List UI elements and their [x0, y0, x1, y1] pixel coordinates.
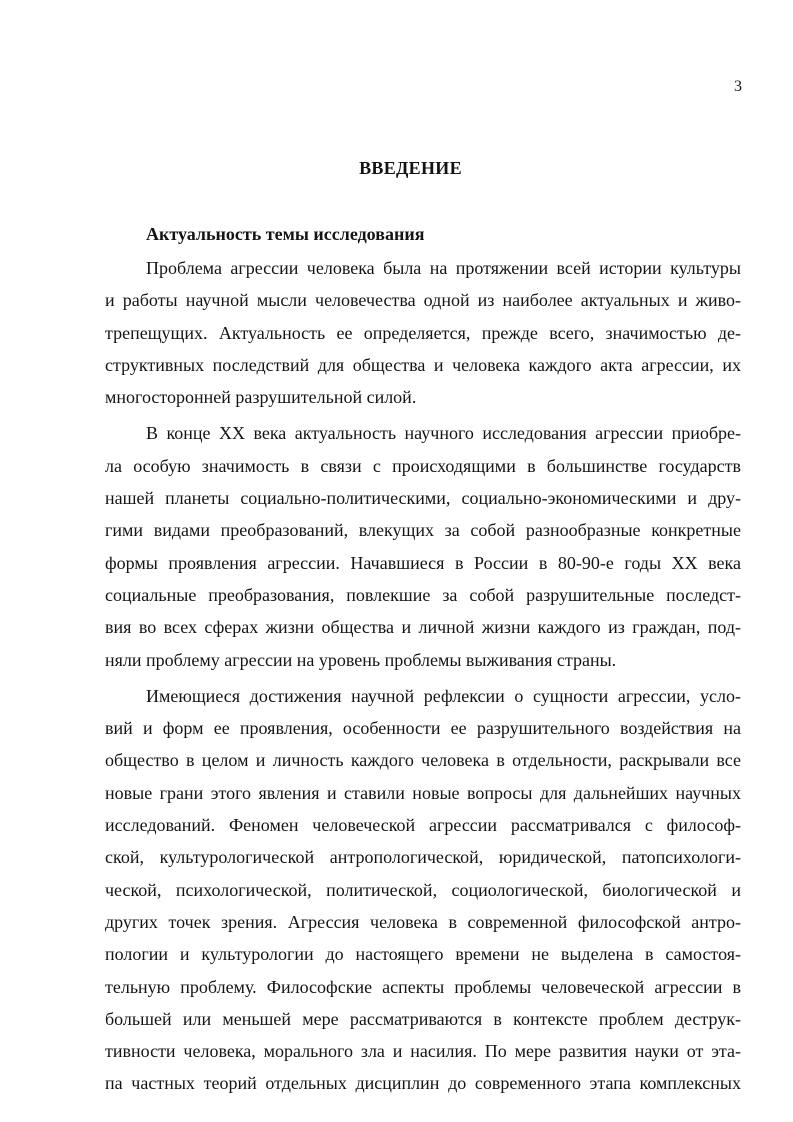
text-line: ской, культурологической антропологической, юридической, патопсихологи-	[105, 847, 741, 868]
body-text	[105, 252, 741, 1100]
text-line: гими видами преобразований, влекущих за собой разнообразные конкретные	[105, 520, 741, 541]
text-line: Имеющиеся достижения научной рефлексии о сущности агрессии, усло-	[146, 685, 741, 706]
text-line: новые грани этого явления и ставили новые вопросы для дальнейших научных	[105, 782, 741, 803]
page-title: ВВЕДЕНИЕ	[359, 158, 462, 178]
text-line: других точек зрения. Агрессия человека в современной философской антро-	[105, 911, 741, 932]
text-line: исследований. Феномен человеческой агрессии рассматривался с философ-	[105, 815, 741, 836]
text-line: нашей планеты социально-политическими, социально-экономическими и дру-	[105, 488, 741, 509]
text-line: В конце XX века актуальность научного исследования агрессии приобре-	[146, 423, 741, 444]
text-line: формы проявления агрессии. Начавшиеся в России в 80-90-е годы XX века	[105, 552, 741, 573]
text-line: няли проблему агрессии на уровень проблемы выживания страны.	[105, 649, 617, 670]
text-line: многосторонней разрушительной силой.	[105, 387, 417, 408]
paragraph	[105, 252, 741, 413]
text-line: большей или меньшей мере рассматриваются в контексте проблем деструк-	[105, 1008, 741, 1029]
text-line: и работы научной мысли человечества одной из наиболее актуальных и живо-	[105, 290, 741, 311]
section-heading: Актуальность темы исследования	[146, 224, 425, 244]
text-line: па частных теорий отдельных дисциплин до современного этапа комплексных	[105, 1073, 741, 1094]
text-line: тивности человека, морального зла и насилия. По мере развития науки от эта-	[105, 1041, 741, 1062]
paragraph	[105, 417, 741, 675]
text-line: ла особую значимость в связи с происходящими в большинстве государств	[105, 455, 741, 476]
paragraph	[105, 680, 741, 1100]
text-line: структивных последствий для общества и человека каждого акта агрессии, их	[105, 354, 741, 375]
text-line: ческой, психологической, политической, социологической, биологической и	[105, 879, 741, 900]
text-line: вий и форм ее проявления, особенности ее разрушительного воздействия на	[105, 718, 741, 739]
text-line: тельную проблему. Философские аспекты проблемы человеческой агрессии в	[105, 976, 741, 997]
text-line: Проблема агрессии человека была на протяжении всей истории культуры	[146, 258, 741, 278]
text-line: социальные преобразования, повлекшие за собой разрушительные последст-	[105, 584, 741, 605]
page-number: 3	[734, 78, 742, 95]
text-line: пологии и культурологии до настоящего времени не выделена в самостоя-	[105, 944, 741, 965]
text-line: вия во всех сферах жизни общества и личной жизни каждого из граждан, под-	[105, 617, 741, 638]
text-line: трепещущих. Актуальность ее определяется, прежде всего, значимостью де-	[105, 322, 741, 343]
text-line: общество в целом и личность каждого человека в отдельности, раскрывали все	[105, 750, 741, 771]
